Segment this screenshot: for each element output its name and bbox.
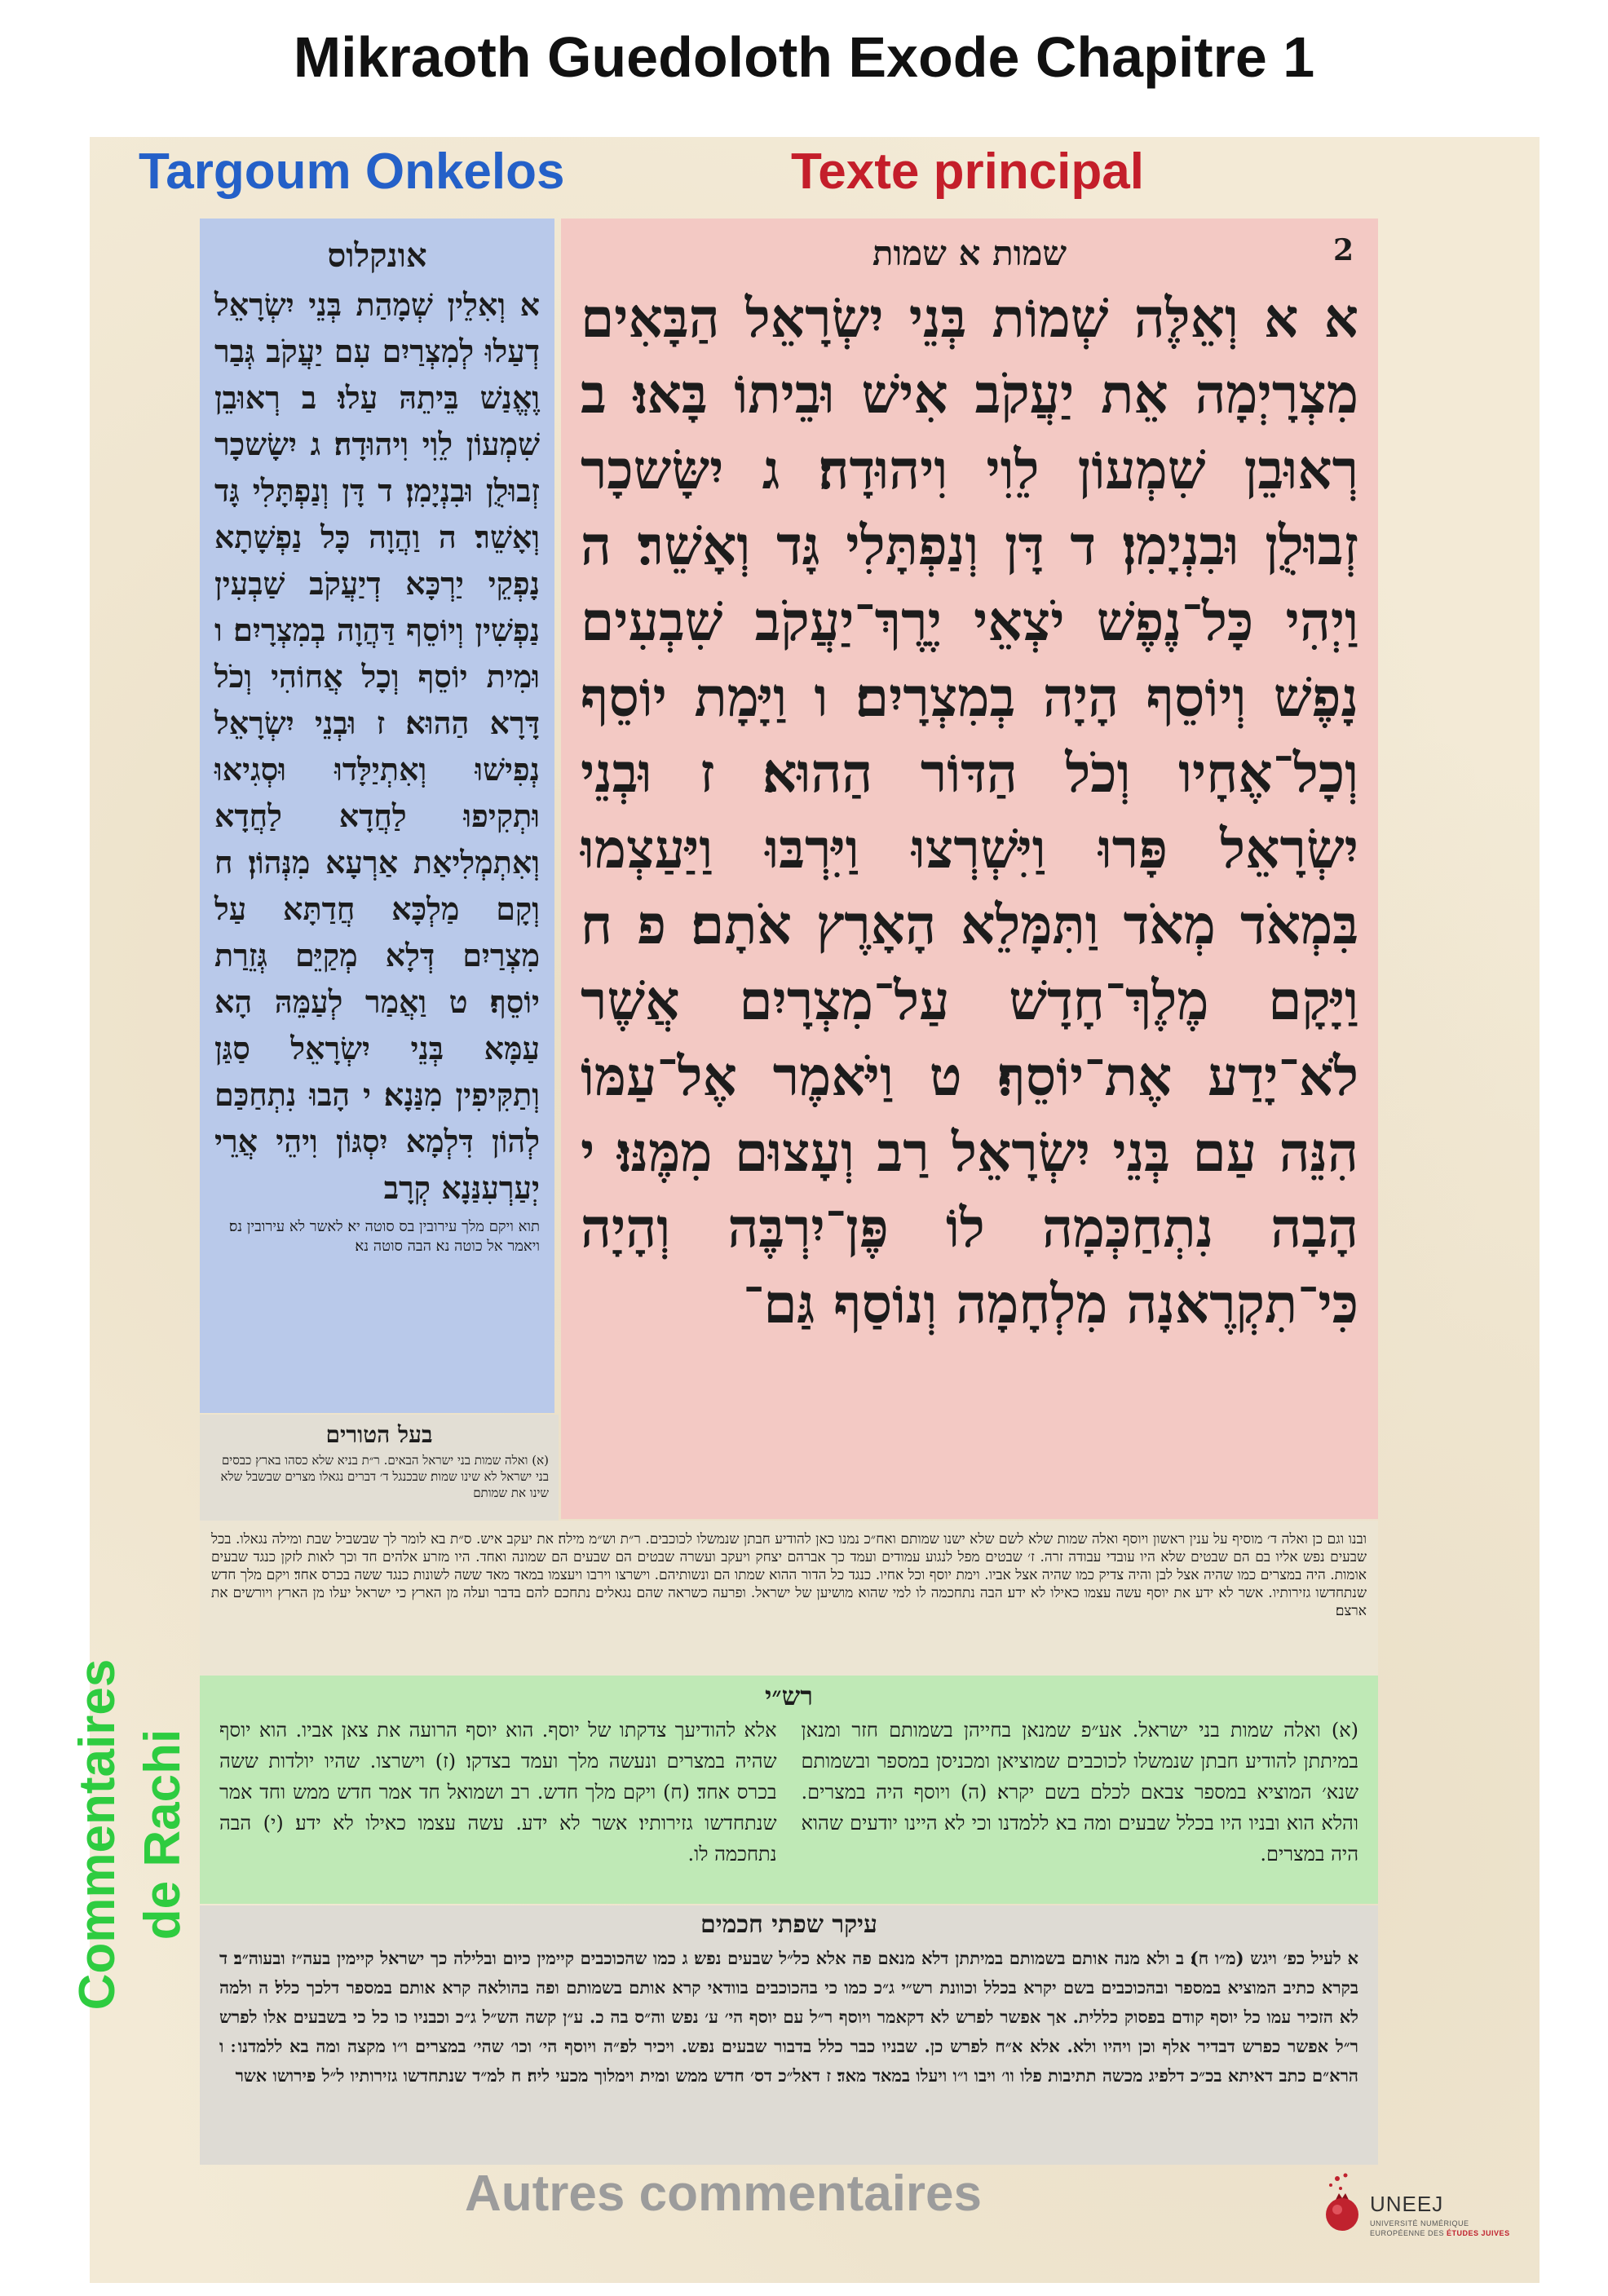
rashi-column-right: (א) ואלה שמות בני ישראל. אע״פ שמנאן בחייהן בשמותם חזר ומנאן במיתתן להודיע חבתן שנמשלו לכוכבים שמוציאן ומכניסן במספר ובשמותם שנא׳ המוציא במספר צבאם לכלם בשם יקרא׃ (ה) ויוסף היה במצרים. והלא הוא ובניו היו בכלל שבעים ומה בא ללמדנו וכי לא היינו יודעים שהוא היה במצרים. [801, 1719, 1358, 1866]
logo-subtitle-highlight: ÉTUDES JUIVES [1447, 2229, 1510, 2237]
page-title: Mikraoth Guedoloth Exode Chapitre 1 [293, 25, 1315, 89]
zone-autres-commentaires [200, 1905, 1378, 2165]
main-text-body: א א וְאֵלֶּה שְׁמוֹת בְּנֵי יִשְׂרָאֵל הַבָּאִים מִצְרָיְמָה אֵת יַעֲקֹב אִישׁ וּבֵיתוֹ בָּאוּ׃ ב רְאוּבֵן שִׁמְעוֹן לֵוִי וִיהוּדָה׃ ג יִשָּׂשכָר זְבוּלֻן וּבִנְיָמִן׃ ד דָּן וְנַפְתָּלִי גָּד וְאָשֵׁר׃ ה וַיְהִי כָּל־נֶפֶשׁ יֹצְאֵי יֶרֶךְ־יַעֲקֹב שִׁבְעִים נָפֶשׁ וְיוֹסֵף הָיָה בְמִצְרָיִם׃ ו וַיָּמָת יוֹסֵף וְכָל־אֶחָיו וְכֹל הַדּוֹר הַהוּא׃ ז וּבְנֵי יִשְׂרָאֵל פָּרוּ וַיִּשְׁרְצוּ וַיִּרְבּוּ וַיַּעַצְמוּ בִּמְאֹד מְאֹד וַתִּמָּלֵא הָאָרֶץ אֹתָם׃ פ ח וַיָּקָם מֶלֶךְ־חָדָשׁ עַל־מִצְרָיִם אֲשֶׁר לֹא־יָדַע אֶת־יוֹסֵף׃ ט וַיֹּאמֶר אֶל־עַמּוֹ הִנֵּה עַם בְּנֵי יִשְׂרָאֵל רַב וְעָצוּם מִמֶּנּוּ׃ י הָבָה נִתְחַכְּמָה לוֹ פֶּן־יִרְבֶּה וְהָיָה כִּי־תִקְרֶאנָה מִלְחָמָה וְנוֹסַף גַּם־ [581, 286, 1358, 1336]
main-text-heading: שמות א שמות [872, 233, 1067, 273]
label-rachi-line1: Commentaires [69, 1658, 126, 2011]
siftei-chachamim-heading: עיקר שפתי חכמים [700, 1910, 878, 1939]
zone-baal-haturim [200, 1415, 559, 1521]
rashi-column-left: אלא להודיעך צדקתו של יוסף. הוא יוסף הרועה את צאן אביו. הוא יוסף שהיה במצרים ונעשה מלך ועמד בצדקו׃ (ז) וישרצו. שהיו יולדות ששה בכרס אחד׃ (ח) ויקם מלך חדש. רב ושמואל חד אמר חדש ממש וחד אמר שנתחדשו גזירותיו׃ אשר לא ידע. עשה עצמו כאילו לא ידע׃ (י) הבה נתחכמה לו. [219, 1719, 777, 1866]
logo-name: UNEEJ [1370, 2192, 1444, 2216]
label-commentaires-rachi [65, 1541, 196, 2128]
zone-rachi [200, 1676, 1378, 1904]
pomegranate-icon [1321, 2172, 1367, 2237]
logo-subtitle-prefix: EUROPÉENNE DES [1370, 2229, 1445, 2237]
label-targoum-onkelos: Targoum Onkelos [139, 144, 565, 200]
onkelos-text: א וְאִלֵין שְׁמָהַת בְּנֵי יִשְׂרָאֵל דְעַלוּ לְמִצְרַיִם עִם יַעֲקֹב גְּבַר וֶאֱנַשׁ בֵּיתֵהּ עַלוּ׃ ב רְאוּבֵן שִׁמְעוֹן לֵוִי וִיהוּדָה׃ ג יִשָׂשכָר זְבוּלֻן וּבִנְיָמִן׃ ד דָּן וְנַפְתָּלִי גָּד וְאָשֵׁר׃ ה וַהֲוָה כָּל נַפְשָׁתָא נָפְקֵי יַרְכָּא דְיַעֲקֹב שַׁבְעִין נַפְשִׁין וְיוֹסֵף דַּהֲוָה בְמִצְרָיִם׃ ו וּמִית יוֹסֵף וְכָל אֲחוֹהִי וְכֹל דָּרָא הַהוּא׃ ז וּבְנֵי יִשְׂרָאֵל נְפִישׁוּ וְאִתְיַלָּדוּ וּסְגִיאוּ וּתְקִיפוּ לַחֲדָא לַחֲדָא וְאִתְמְלִיאַת אַרְעָא מִנְּהוֹן׃ ח וְקָם מַלְכָּא חֲדַתָּא עַל מִצְרַיִם דְּלָא מְקַיֵּם גְּזֵרַת יוֹסֵף׃ ט וַאֲמַר לְעַמֵּהּ הָא עַמָּא בְּנֵי יִשְׂרָאֵל סַגַּן וְתַקִּיפִין מִנַּנָא׃ י הָבוּ נִתְחַכַּם לְהוֹן דִּלְמָא יִסְגּוֹן וִיהֵי אֲרֵי יְעַרְעִנַּנָא קְרָב [214, 286, 540, 1206]
baal-haturim-text: (א) ואלה שמות בני ישראל הבאים. ר״ת בניא שלא כסהו בארץ כבסים בני ישראל לא שינו שמות׃ שבכנגל ד׳ דברים נגאלו מצרים שבשבל שלא שינו את שמותם [220, 1453, 549, 1500]
main-text-header [561, 233, 1378, 274]
label-texte-principal: Texte principal [791, 144, 1144, 200]
rashi-columns [200, 1711, 1378, 1873]
page-number: 2 [1332, 233, 1354, 267]
rashi-heading: רש״י [765, 1680, 813, 1711]
label-autres-commentaires: Autres commentaires [465, 2166, 983, 2222]
zone-targoum-onkelos [200, 219, 554, 1413]
zone-wide-commentary [200, 1521, 1378, 1676]
zone-texte-principal [561, 219, 1378, 1519]
onkelos-heading: אונקלוס [327, 236, 427, 275]
logo-subtitle-line1: UNIVERSITÉ NUMÉRIQUE [1370, 2219, 1469, 2228]
label-rachi-line2: de Rachi [135, 1729, 191, 1941]
logo-subtitle-line2 [1370, 2229, 1510, 2237]
label-commentaires-rachi-wrap [49, 1590, 212, 2079]
onkelos-footnote: תוא ויקם מלך עירובין בס סוטה יא׃ לאשר לא עירובין נס׃ ויאמר אל כוטה נא׃ הבה סוטה נא׃ [228, 1218, 540, 1255]
wide-commentary-text: ובנו וגם כן ואלה ד׳ מוסיף על ענין ראשון ויוסף ואלה שמות שלא לשם שלא ישנו שמותם ואח״כ נמנו כאן להודיע חבתן שנמשלו לכוכבים. ר״ת וש״מ מילה׃ את יעקב איש. ס״ת בא לומר לך שבשביל שבת ומילה נגאלו. בכל שבעים נפש אליו בם הם שבטים שלא היו עובדי עבודה זרה. ז׳ שבטים מפל לנגוע עמודים ועמד כך אברהם יצחק ויעקב ועשרה שבטים הם שבעים הם שמונה ואחד. היו מזרע אלהים חד וכך לאות לזקן כנגד שבעים אומות. היה במצרים כמו שהיה אצל לבן והיה צדיק כמו שהיה אצל אביו. וימת יוסף וכל אחיו. כנגד כל הדור ההוא שמתו הם ונשותיהם. וישרצו וירבו ויעצמו במאד מאד ששה לשונות כנגד ששה בכרס אחד׃ ויקם מלך חדש שנתחדשו גזירותיו. אשר לא ידע את יוסף עשה עצמו כאילו לא ידע׃ הבה נתחכמה לו למי שהוא מושיען של ישראל. ופרעה כשראה שהם נגאלים נתחכם להם בדבר ועלה מן הארץ כי ישראל יעלו מן הארץ ויורשים את ארצם׃ [211, 1531, 1367, 1619]
uneej-logo [1321, 2161, 1533, 2250]
siftei-chachamim-text: א לעיל כפ׳ ויגש (מ״ו ח)׃ ב ולא מנה אותם בשמותם במיתתן דלא מנאם פה אלא כל״ל שבעים נפש׃ ג כמו שהכוכבים קיימין כיום ובלילה כך ישראל קיימין בעה״ז ובעוה״ב׃ ד בקרא כתיב המוציא במספר ובהכוכבים בשם יקרא בכלל וכוונת רש״י ג״כ כמו כי בהכוכבים בוודאי קרא אותם בשמותם ופה בהולאה קרא אותם במספר דלכך כלל׃ ה ולמה לא הזכיר עמו כל יוסף קודם בפסוק כללית. אך אפשר לפרש לא דקאמר ויוסף ר״ל עם יוסף הי׳ ע׳ נפש וה״ס בה כ. ע״ן קשה הש״ל ג״כ וכבניו כו כל כי בשבעים אלו לפרש ר״ל אפשר כפרש דבדיר אלף וכן ויהיו ולא. אלא א״ח לפרש כן. שבניו כבר כלל בדבור שבעים נפש. ויכיר לפ״ה ויוסף הי׳ וכו׳ שהי׳ במצרים ו״ו מקצה ומה בא ללמדנו ׃ ו הרא״ם כתב דאיתא בכ״כ דלפיג מכשה תתיבות פלו וו׳ ויבו ו״ו ויעלו במאד מאד׃ ז דאל״כ דס׳ חדש ממש ומית וימלוך מכעי ליה׃ ח למ״ד שנתחדשו גזירותיו ל״ל פירושו אשר [219, 1948, 1358, 2086]
baal-haturim-heading: בעל הטורים [325, 1421, 433, 1448]
